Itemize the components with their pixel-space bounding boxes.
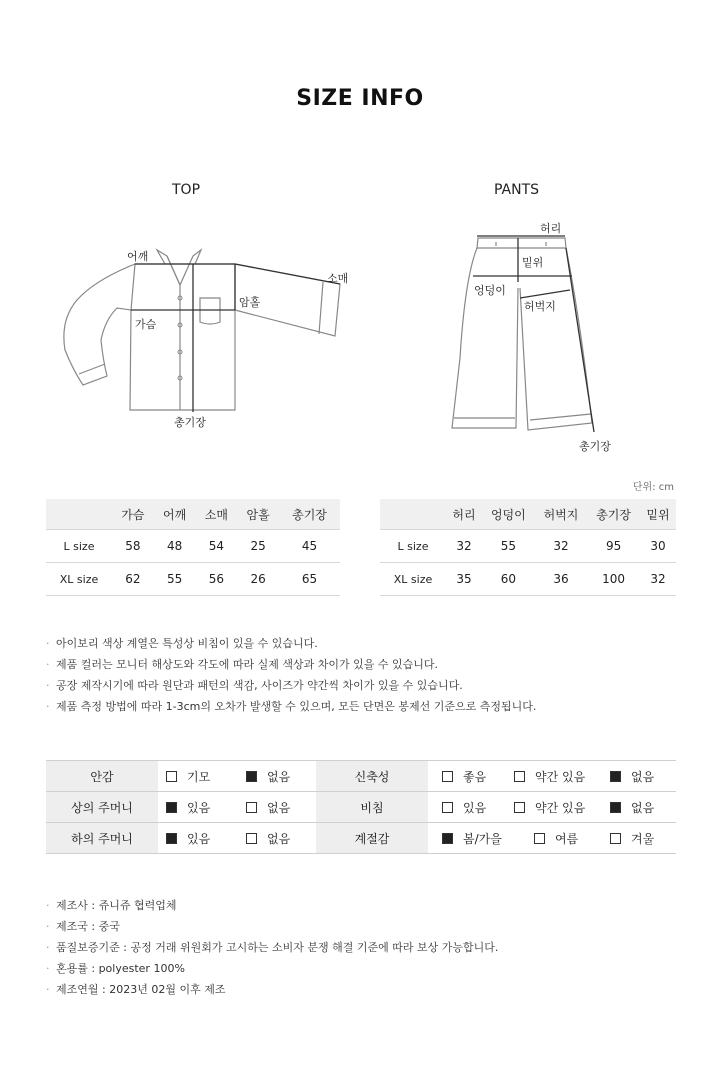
option-label: 없음 (267, 769, 291, 784)
property-label-lining: 안감 (46, 761, 158, 792)
property-row (46, 792, 676, 823)
checkbox-checked-icon (166, 802, 177, 813)
option-label: 겨울 (631, 831, 655, 846)
option-label: 없음 (631, 769, 655, 784)
table-header-cell: 밑위 (640, 499, 676, 530)
table-header-cell: 총기장 (279, 499, 340, 530)
property-label-sheer: 비침 (316, 792, 428, 823)
checkbox-icon (246, 802, 257, 813)
notice-item: · 아이보리 색상 계열은 특성상 비침이 있을 수 있습니다. (46, 633, 536, 654)
info-item: · 제조연월 : 2023년 02월 이후 제조 (46, 979, 498, 1000)
table-cell: 100 (587, 563, 640, 596)
checkbox-icon (442, 802, 453, 813)
table-cell: 58 (112, 530, 154, 563)
sleeve-label: 소매 (327, 272, 349, 285)
table-cell: 54 (196, 530, 238, 563)
table-cell: 95 (587, 530, 640, 563)
row-size-label: XL size (380, 563, 446, 596)
table-cell: 55 (482, 530, 535, 563)
table-header-row (46, 499, 340, 530)
property-label-top-pocket: 상의 주머니 (46, 792, 158, 823)
chest-label: 가슴 (135, 318, 157, 331)
checkbox-icon (514, 802, 525, 813)
checkbox-icon (442, 771, 453, 782)
table-header-cell (380, 499, 446, 530)
pants-size-table (380, 499, 676, 596)
table-row (380, 530, 676, 563)
option-label: 약간 있음 (535, 769, 586, 784)
option-label: 봄/가을 (463, 831, 502, 846)
page-title: SIZE INFO (296, 86, 424, 111)
option-label: 기모 (187, 769, 211, 784)
checkbox-checked-icon (442, 833, 453, 844)
checkbox-icon (166, 771, 177, 782)
rise-label: 밑위 (522, 256, 544, 269)
table-cell: 56 (196, 563, 238, 596)
info-item: · 제조국 : 중국 (46, 916, 498, 937)
waist-label: 허리 (540, 222, 562, 235)
table-header-cell: 허벅지 (535, 499, 588, 530)
table-row (380, 563, 676, 596)
info-item: · 제조사 : 쥬니쥬 협력업체 (46, 895, 498, 916)
checkbox-checked-icon (610, 771, 621, 782)
table-header-cell (46, 499, 112, 530)
table-header-cell: 총기장 (587, 499, 640, 530)
notice-item: · 제품 컬러는 모니터 해상도와 각도에 따라 실제 색상과 차이가 있을 수 있습니다. (46, 654, 536, 675)
top-length-label: 총기장 (174, 416, 206, 429)
table-cell: 45 (279, 530, 340, 563)
checkbox-icon (610, 833, 621, 844)
unit-label: 단위: cm (632, 482, 674, 493)
table-cell: 36 (535, 563, 588, 596)
table-cell: 26 (237, 563, 279, 596)
table-cell: 65 (279, 563, 340, 596)
table-header-cell: 허리 (446, 499, 482, 530)
option-label: 있음 (463, 800, 487, 815)
top-section-label: TOP (172, 182, 201, 198)
property-row (46, 823, 676, 854)
table-cell: 35 (446, 563, 482, 596)
fabric-property-table (46, 760, 676, 854)
hip-label: 엉덩이 (474, 284, 506, 297)
notice-list (46, 633, 536, 717)
table-cell: 48 (154, 530, 196, 563)
table-cell: 32 (640, 563, 676, 596)
option-label: 있음 (187, 800, 211, 815)
checkbox-icon (534, 833, 545, 844)
checkbox-icon (514, 771, 525, 782)
checkbox-icon (246, 833, 257, 844)
checkbox-checked-icon (610, 802, 621, 813)
top-size-table (46, 499, 340, 596)
option-label: 없음 (631, 800, 655, 815)
table-cell: 32 (446, 530, 482, 563)
product-info-list (46, 895, 498, 1000)
property-row (46, 761, 676, 792)
option-label: 없음 (267, 831, 291, 846)
pants-diagram (440, 218, 620, 460)
table-header-row (380, 499, 676, 530)
row-size-label: XL size (46, 563, 112, 596)
checkbox-checked-icon (166, 833, 177, 844)
option-label: 약간 있음 (535, 800, 586, 815)
property-label-season: 계절감 (316, 823, 428, 854)
option-label: 여름 (555, 831, 579, 846)
thigh-label: 허벅지 (524, 300, 556, 313)
property-label-stretch: 신축성 (316, 761, 428, 792)
table-cell: 62 (112, 563, 154, 596)
shoulder-label: 어깨 (127, 250, 149, 263)
checkbox-checked-icon (246, 771, 257, 782)
option-label: 없음 (267, 800, 291, 815)
table-header-cell: 암홀 (237, 499, 279, 530)
table-cell: 30 (640, 530, 676, 563)
row-size-label: L size (46, 530, 112, 563)
notice-item: · 제품 측정 방법에 따라 1-3cm의 오차가 발생할 수 있으며, 모든 단면은 봉제선 기준으로 측정됩니다. (46, 696, 536, 717)
info-item: · 품질보증기준 : 공정 거래 위원회가 고시하는 소비자 분쟁 해결 기준에 따라 보상 가능합니다. (46, 937, 498, 958)
table-header-cell: 엉덩이 (482, 499, 535, 530)
option-label: 있음 (187, 831, 211, 846)
option-label: 좋음 (463, 769, 487, 784)
armhole-label: 암홀 (239, 296, 261, 309)
table-cell: 55 (154, 563, 196, 596)
info-item: · 혼용률 : polyester 100% (46, 958, 498, 979)
shirt-diagram (55, 240, 365, 435)
notice-item: · 공장 제작시기에 따라 원단과 패턴의 색감, 사이즈가 약간씩 차이가 있을 수 있습니다. (46, 675, 536, 696)
table-header-cell: 가슴 (112, 499, 154, 530)
table-cell: 32 (535, 530, 588, 563)
pants-length-label: 총기장 (579, 440, 611, 453)
pants-section-label: PANTS (494, 182, 540, 198)
table-header-cell: 어깨 (154, 499, 196, 530)
table-row (46, 530, 340, 563)
table-row (46, 563, 340, 596)
property-label-bottom-pocket: 하의 주머니 (46, 823, 158, 854)
table-header-cell: 소매 (196, 499, 238, 530)
table-cell: 25 (237, 530, 279, 563)
table-cell: 60 (482, 563, 535, 596)
row-size-label: L size (380, 530, 446, 563)
